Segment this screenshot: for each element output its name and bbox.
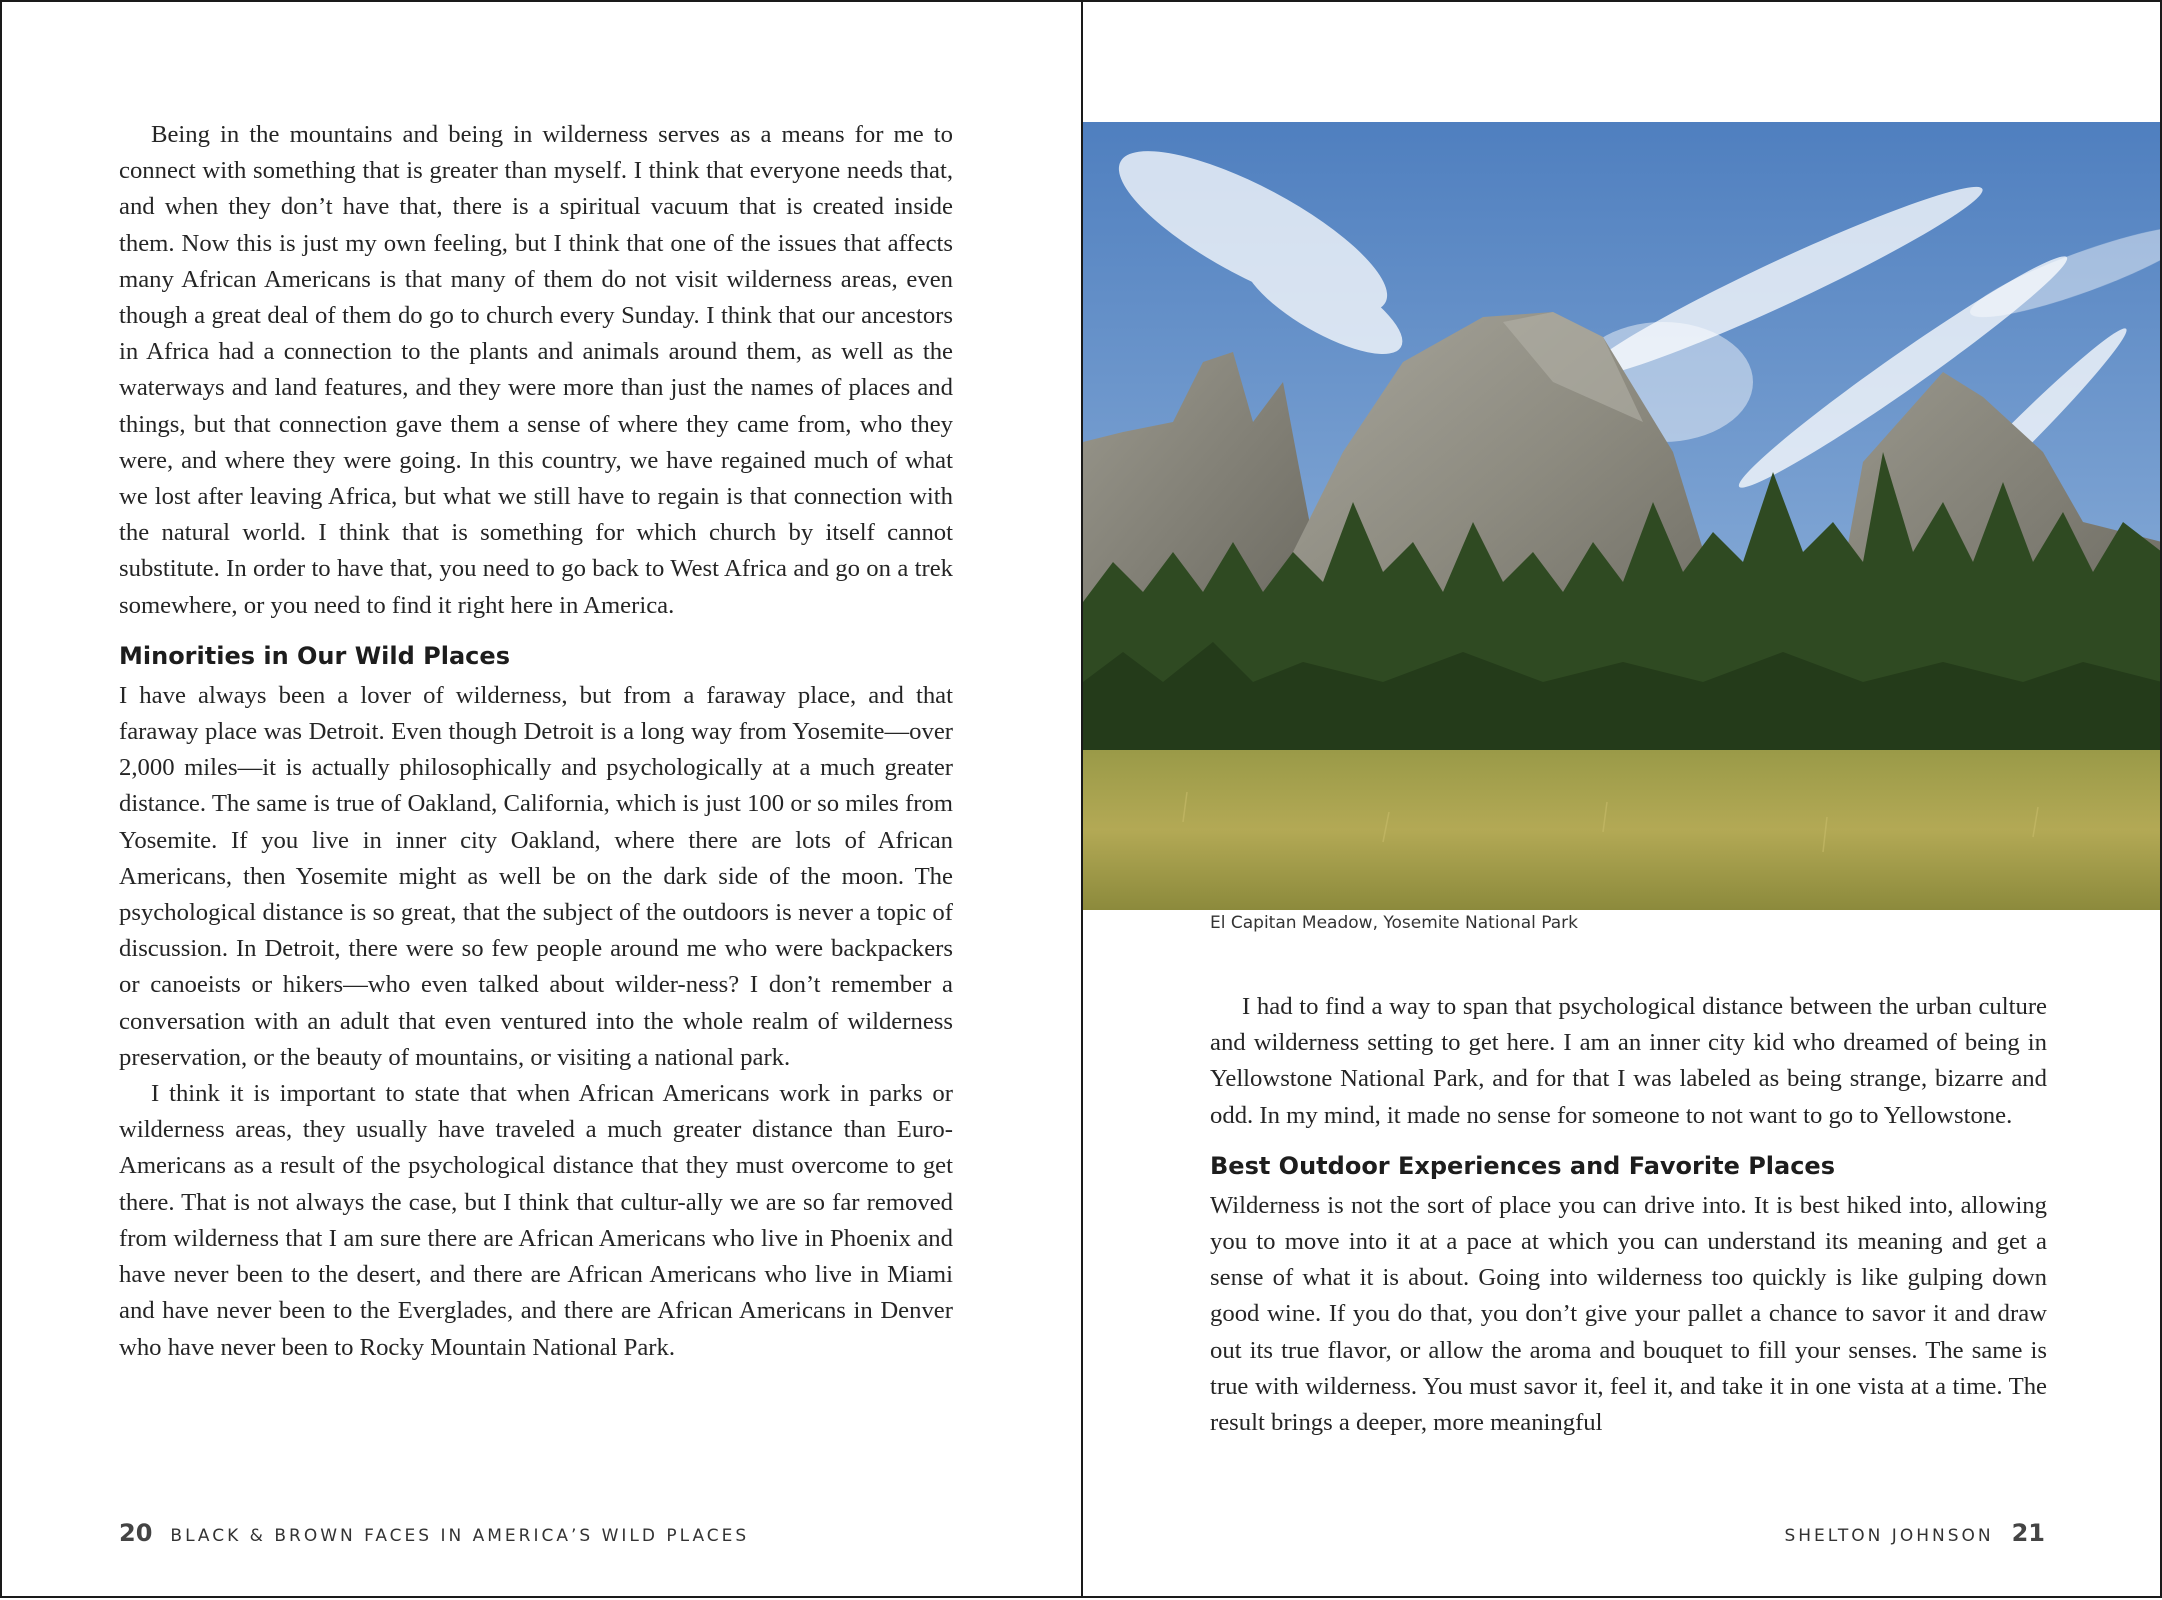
paragraph: Wilderness is not the sort of place you can drive into. It is best hiked into, allowing you to move into it at a pace at which you can understand its meaning and get a sense of what it is about. Going into wilderness too quickly is like gulping down good wine. If you do that, you don’t give your pallet a chance to savor it and draw out its true flavor, or allow the aroma and bouquet to fill your senses. The same is true with wilderness. You must savor it, feel it, and take it in one vista at a time. The result brings a deeper, more meaningful [1210,1191,2047,1437]
page-number: 20 [119,1519,153,1547]
left-footer [119,1519,749,1547]
running-head: BLACK & BROWN FACES IN AMERICA’S WILD PLACES [170,1526,750,1546]
photo-caption: El Capitan Meadow, Yosemite National Park [1210,913,1579,933]
paragraph: I think it is important to state that when African Americans work in parks or wilderness areas, they usually have traveled a much greater distance than Euro-Americans as a result of the psychological distance that they must overcome to get there. That is not always the case, but I think that cultur-ally we are so far removed from wilderness that I am sure there are African Americans who live in Phoenix and have never been to the desert, and there are African Americans who live in Miami and have never been to the Everglades, and there are African Americans in Denver who have never been to Rocky Mountain National Park. [119,1080,953,1361]
left-text-column [119,117,953,1366]
paragraph: I had to find a way to span that psychological distance between the urban culture and wilderness setting to get here. I am an inner city kid who dreamed of being in Yellowstone National Park, and for that I was labeled as being strange, bizarre and odd. In my mind, it made no sense for someone to not want to go to Yellowstone. [1210,993,2047,1129]
paragraph: Being in the mountains and being in wilderness serves as a means for me to connect with something that is greater than myself. I think that everyone needs that, and when they don’t have that, there is a spiritual vacuum that is created inside them. Now this is just my own feeling, but I think that one of the issues that affects many African Americans is that many of them do not visit wilderness areas, even though a great deal of them do go to church every Sunday. I think that our ancestors in Africa had a connection to the plants and animals around them, as well as the waterways and land features, and they were more than just the names of places and things, but that connection gave them a sense of where they came from, who they were, and where they were going. In this country, we have regained much of what we lost after leaving Africa, but what we still have to regain is that connection with the natural world. I think that is something for which church by itself cannot substitute. In order to have that, you need to go back to West Africa and go on a trek somewhere, or you need to find it right here in America. [119,121,953,619]
page-number: 21 [2011,1519,2045,1547]
el-capitan-photo [1083,122,2162,910]
paragraph: I have always been a lover of wilderness, but from a faraway place, and that faraway place was Detroit. Even though Detroit is a long way from Yosemite—over 2,000 miles—it is actually philosophically and psychologically at a much greater distance. The same is true of Oakland, California, which is just 100 or so miles from Yosemite. If you live in inner city Oakland, where there are lots of African Americans, then Yosemite might as well be on the dark side of the moon. The psychological distance is so great, that the subject of the outdoors is never a topic of discussion. In Detroit, there were so few people around me who were backpackers or canoeists or hikers—who even talked about wilder-ness? I don’t remember a conversation with an adult that even ventured into the whole realm of wilderness preservation, or the beauty of mountains, or visiting a national park. [119,681,953,1071]
right-text-column [1210,989,2047,1441]
section-heading: Minorities in Our Wild Places [119,641,510,670]
running-head: SHELTON JOHNSON [1784,1526,1994,1546]
right-footer [1784,1519,2045,1547]
right-page [1081,0,2162,1598]
section-heading: Best Outdoor Experiences and Favorite Places [1210,1151,1835,1180]
